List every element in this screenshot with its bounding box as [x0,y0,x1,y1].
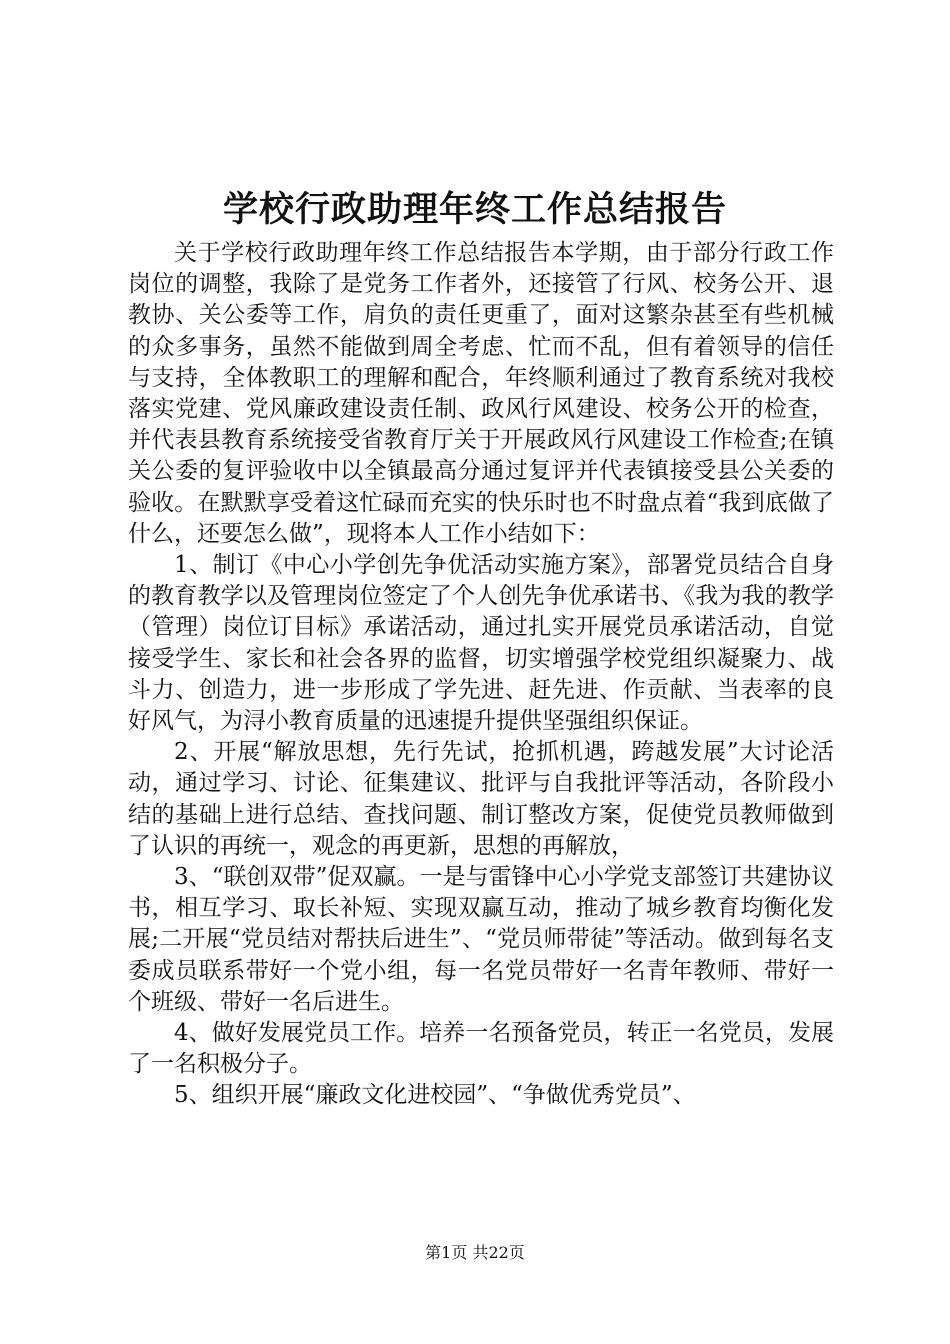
paragraph-item-5: 5、组织开展“廉政文化进校园”、“争做优秀党员”、 [174,1082,696,1109]
document-body [128,238,834,1112]
paragraph-item-2: 2、开展“解放思想，先行先试，抢抓机遇，跨越发展”大讨论活动，通过学习、讨论、征集建议、批评与自我批评等活动，各阶段小结的基础上进行总结、查找问题、制订整改方案，促使党员教师做到了认识的再统一，观念的再更新，思想的再解放， [128,739,834,859]
document-title: 学校行政助理年终工作总结报告 [222,189,727,230]
page-footer [0,1241,950,1265]
paragraph-item-3: 3、“联创双带”促双赢。一是与雷锋中心小学党支部签订共建协议书，相互学习、取长补短、实现双赢互动，推动了城乡教育均衡化发展;二开展“党员结对帮扶后进生”、“党员师带徒”等活动。做到每名支委成员联系带好一个党小组，每一名党员带好一名青年教师、带好一个班级、带好一名后进生。 [128,864,834,1015]
paragraph-item-4: 4、做好发展党员工作。培养一名预备党员，转正一名党员，发展了一名积极分子。 [128,1020,834,1078]
paragraph-intro: 关于学校行政助理年终工作总结报告本学期，由于部分行政工作岗位的调整，我除了是党务工作者外，还接管了行风、校务公开、退教协、关公委等工作，肩负的责任更重了，面对这繁杂甚至有些机械的众多事务，虽然不能做到周全考虑、忙而不乱，但有着领导的信任与支持，全体教职工的理解和配合，年终顺利通过了教育系统对我校落实党建、党风廉政建设责任制、政风行风建设、校务公开的检查，并代表县教育系统接受省教育厅关于开展政风行风建设工作检查;在镇关公委的复评验收中以全镇最高分通过复评并代表镇接受县公关委的验收。在默默享受着这忙碌而充实的快乐时也不时盘点着“我到底做了什么，还要怎么做”，现将本人工作小结如下： [128,240,834,547]
page-number: 第1页 共22页 [425,1243,525,1262]
paragraph-item-1: 1、制订《中心小学创先争优活动实施方案》，部署党员结合自身的教育教学以及管理岗位签定了个人创先争优承诺书、《我为我的教学（管理）岗位订目标》承诺活动，通过扎实开展党员承诺活动，自觉接受学生、家长和社会各界的监督，切实增强学校党组织凝聚力、战斗力、创造力，进一步形成了学先进、赶先进、作贡献、当表率的良好风气，为浔小教育质量的迅速提升提供坚强组织保证。 [128,552,834,735]
